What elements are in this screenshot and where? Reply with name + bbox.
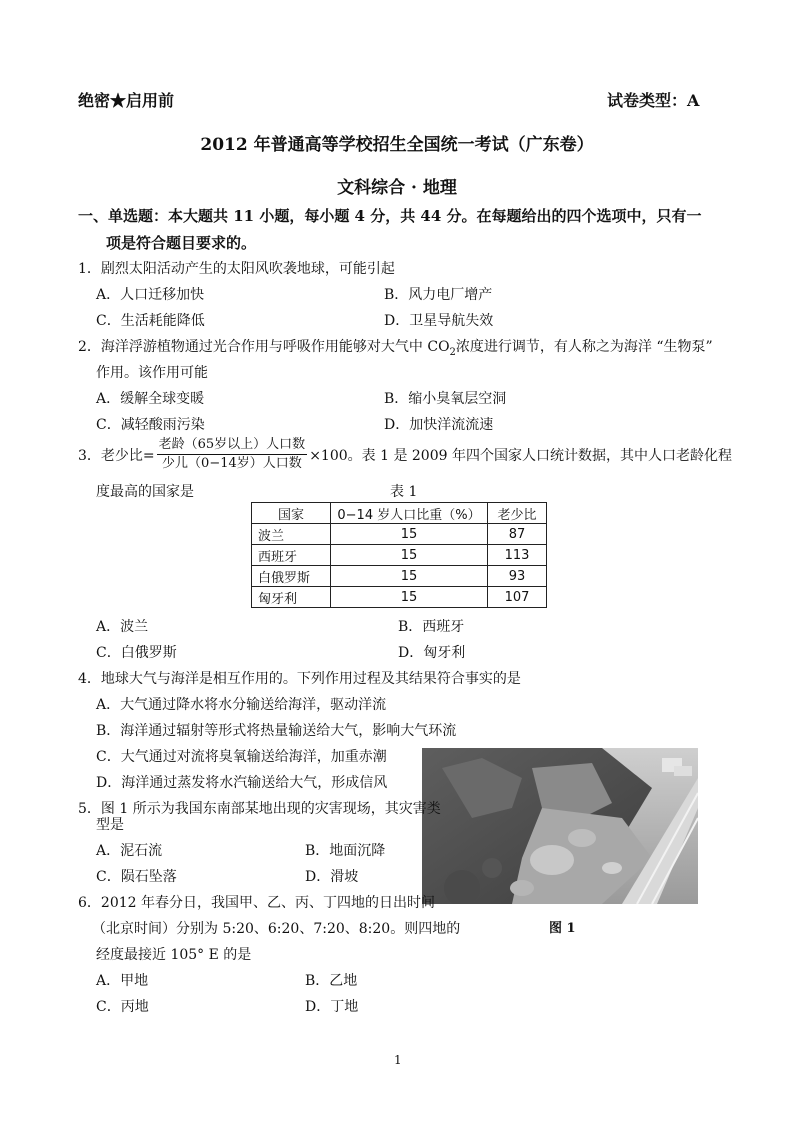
q1-option-d: D．卫星导航失效: [384, 313, 494, 329]
cell-child-share: 15: [331, 587, 488, 608]
q2-stem-line2: 作用。该作用可能: [96, 365, 208, 381]
q2-option-b: B．缩小臭氧层空洞: [384, 391, 507, 407]
q1-option-a: A．人口迁移加快: [96, 287, 205, 303]
population-table: [251, 502, 547, 608]
cell-country: 波兰: [252, 524, 331, 545]
col-header-ratio: 老少比: [488, 503, 547, 524]
cell-country: 白俄罗斯: [252, 566, 331, 587]
q5-option-d: D．滑坡: [305, 869, 359, 885]
cell-ratio: 87: [488, 524, 547, 545]
exam-title: 2012 年普通高等学校招生全国统一考试（广东卷）: [200, 135, 594, 155]
q4-option-b: B．海洋通过辐射等形式将热量输送给大气，影响大气环流: [96, 723, 457, 739]
q5-option-a: A．泥石流: [96, 843, 163, 859]
table-row: [252, 524, 547, 545]
q6-option-b: B．乙地: [305, 973, 358, 989]
q2-stem: [78, 336, 713, 358]
fraction-denominator: 少儿（0−14岁）人口数: [162, 456, 302, 471]
cell-country: 西班牙: [252, 545, 331, 566]
confidential-mark: 绝密★启用前: [78, 91, 175, 110]
q3-option-c: C．白俄罗斯: [96, 645, 177, 661]
q1-option-b: B．风力电厂增产: [384, 287, 493, 303]
q5-option-c: C．陨石坠落: [96, 869, 177, 885]
table-row: [252, 566, 547, 587]
q2-stem-sub: 2: [449, 346, 456, 358]
col-header-child-share: 0−14 岁人口比重（%）: [331, 503, 488, 524]
q2-stem-pre: 2．海洋浮游植物通过光合作用与呼吸作用能够对大气中 CO: [78, 339, 450, 355]
q3-stem-line2: 度最高的国家是: [96, 484, 194, 500]
cell-ratio: 113: [488, 545, 547, 566]
ratio-fraction: [157, 436, 308, 473]
cell-child-share: 15: [331, 566, 488, 587]
landslide-photo: [422, 748, 698, 904]
q2-option-d: D．加快洋流流速: [384, 417, 494, 433]
fraction-numerator: 老龄（65岁以上）人口数: [157, 436, 308, 455]
q5-stem-line2: 型是: [96, 817, 124, 833]
q6-option-a: A．甲地: [96, 973, 149, 989]
table-row: [252, 545, 547, 566]
col-header-country: 国家: [252, 503, 331, 524]
q1-stem: 1．剧烈太阳活动产生的太阳风吹袭地球，可能引起: [78, 261, 395, 277]
q3-stem-pre: 3．老少比=: [78, 447, 155, 464]
q3-stem: [78, 436, 732, 473]
table-row: [252, 587, 547, 608]
q4-option-d: D．海洋通过蒸发将水汽输送给大气，形成信风: [96, 775, 388, 791]
q6-stem-line2: （北京时间）分别为 5:20、6:20、7:20、8:20。则四地的: [92, 921, 461, 937]
q6-option-c: C．丙地: [96, 999, 149, 1015]
cell-ratio: 93: [488, 566, 547, 587]
cell-ratio: 107: [488, 587, 547, 608]
page-number: 1: [394, 1053, 402, 1067]
q2-option-a: A．缓解全球变暖: [96, 391, 205, 407]
table-title: 表 1: [390, 484, 418, 500]
q6-option-d: D．丁地: [305, 999, 359, 1015]
q6-stem: 6．2012 年春分日，我国甲、乙、丙、丁四地的日出时间: [78, 895, 435, 911]
section-heading-line1: 一、单选题：本大题共 11 小题，每小题 4 分，共 44 分。在每题给出的四个选项中，只有一: [78, 207, 702, 225]
q5-stem: 5．图 1 所示为我国东南部某地出现的灾害现场，其灾害类: [78, 801, 441, 817]
q3-option-b: B．西班牙: [398, 619, 465, 635]
figure-caption: 图 1: [549, 921, 576, 936]
subject-title: 文科综合 · 地理: [337, 178, 457, 198]
cell-country: 匈牙利: [252, 587, 331, 608]
q4-option-c: C．大气通过对流将臭氧输送给海洋，加重赤潮: [96, 749, 387, 765]
cell-child-share: 15: [331, 545, 488, 566]
table-header-row: [252, 503, 547, 524]
q3-option-d: D．匈牙利: [398, 645, 466, 661]
q5-option-b: B．地面沉降: [305, 843, 386, 859]
landslide-illustration: [422, 748, 698, 904]
q4-option-a: A．大气通过降水将水分输送给海洋，驱动洋流: [96, 697, 387, 713]
q4-stem: 4．地球大气与海洋是相互作用的。下列作用过程及其结果符合事实的是: [78, 671, 521, 687]
paper-type: 试卷类型：A: [607, 91, 700, 110]
section-heading-line2: 项是符合题目要求的。: [106, 234, 257, 252]
q1-option-c: C．生活耗能降低: [96, 313, 205, 329]
q2-stem-post: 浓度进行调节，有人称之为海洋 “生物泵”: [455, 339, 713, 355]
q2-option-c: C．减轻酸雨污染: [96, 417, 205, 433]
q3-stem-post: ×100。表 1 是 2009 年四个国家人口统计数据，其中人口老龄化程: [309, 447, 732, 464]
q6-stem-line3: 经度最接近 105° E 的是: [96, 947, 252, 963]
q3-option-a: A．波兰: [96, 619, 149, 635]
cell-child-share: 15: [331, 524, 488, 545]
